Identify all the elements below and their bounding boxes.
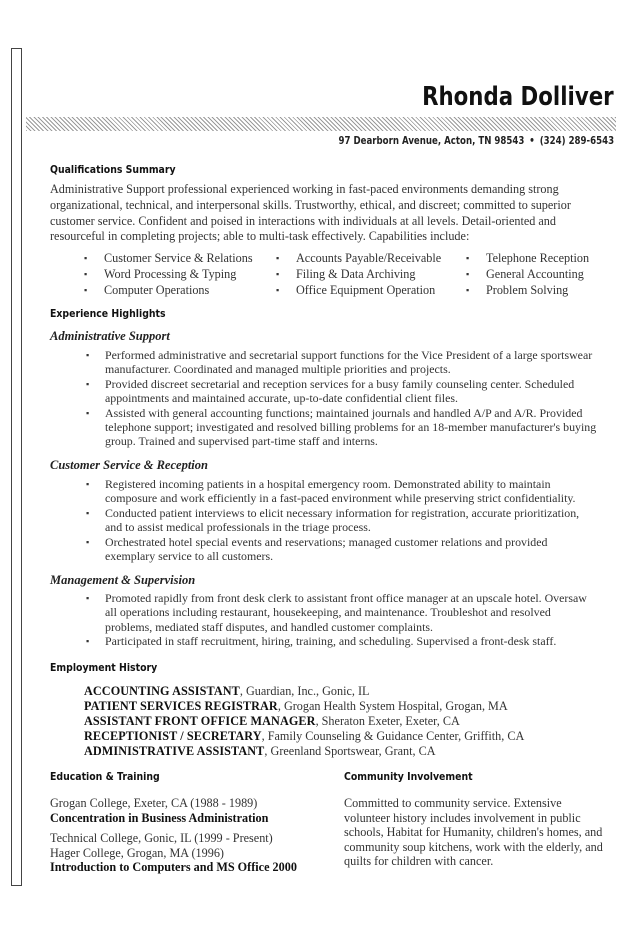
candidate-name: Rhonda Dolliver	[422, 82, 614, 112]
community-heading: Community Involvement	[344, 770, 473, 783]
education-line	[50, 860, 330, 875]
experience-bullet: ▪ Orchestrated hotel special events and reservations; managed customer relations and provided exemplary service to all customers.	[86, 535, 598, 564]
capabilities-grid	[84, 251, 604, 298]
experience-bullet: ▪ Registered incoming patients in a hospital emergency room. Demonstrated ability to maintain composure and work efficiently in a fast-paced environment while preserving strict confidentiality.	[86, 477, 598, 506]
job-title: PATIENT SERVICES REGISTRAR	[84, 698, 278, 713]
job-entry	[84, 744, 584, 759]
experience-group-title: Customer Service & Reception	[50, 458, 208, 472]
left-border-bar	[11, 48, 22, 886]
capability-item: ▪ Computer Operations	[84, 283, 276, 299]
experience-bullet: ▪ Performed administrative and secretarial support functions for the Vice President of a large sportswear manufacturer. Coordinated and managed multiple priorities and projects.	[86, 348, 598, 377]
address: 97 Dearborn Avenue, Acton, TN 98543	[338, 135, 525, 147]
experience-bullet: ▪ Promoted rapidly from front desk clerk to assistant front office manager at an upscale hotel. Oversaw all operations including restaurant, housekeeping, and maintenance. Troubleshot and resolved problems, mediated staff disputes, and handled customer complaints.	[86, 591, 598, 634]
job-entry	[84, 729, 584, 744]
experience-bullet: ▪ Participated in staff recruitment, hiring, training, and scheduling. Supervised a front-desk staff.	[86, 634, 598, 648]
education-concentration: Concentration in Business Administration	[50, 810, 269, 825]
job-detail: , Greenland Sportswear, Grant, CA	[264, 743, 436, 758]
contact-separator: •	[529, 135, 535, 147]
experience-bullet: ▪ Assisted with general accounting functions; maintained journals and handled A/P and A/R. Provided telephone support; investigated and resolved billing problems for an 18-member manufacturer's buying group. Trained and supervised part-time staff and interns.	[86, 406, 598, 449]
education-heading: Education & Training	[50, 770, 160, 783]
experience-group-title: Administrative Support	[50, 329, 170, 343]
capability-item: ▪ Problem Solving	[466, 283, 606, 299]
job-title: ASSISTANT FRONT OFFICE MANAGER	[84, 713, 316, 728]
education-line: Grogan College, Exeter, CA (1988 - 1989)	[50, 796, 258, 810]
job-detail: , Family Counseling & Guidance Center, Griffith, CA	[261, 728, 525, 743]
community-paragraph: Committed to community service. Extensive volunteer history includes involvement in public schools, Habitat for Humanity, children's homes, and community soup kitchens, work with the elderly, and quilts for children with cancer.	[344, 796, 603, 869]
experience-group-title: Management & Supervision	[50, 573, 196, 587]
job-detail: , Sheraton Exeter, Exeter, CA	[315, 713, 460, 728]
qualifications-paragraph: Administrative Support professional experienced working in fast-paced environments demanding strong organizational, technical, and interpersonal skills. Trustworthy, ethical, and discreet; committed to superior customer service. Confident and poised in interactions with individuals at all levels. Detail-oriented and resourceful in completing projects; able to multi-task effectively. Capabilities include:	[50, 182, 571, 244]
experience-bullets	[86, 348, 598, 449]
job-title: RECEPTIONIST / SECRETARY	[84, 728, 262, 743]
experience-bullet: ▪ Provided discreet secretarial and reception services for a busy family counseling center. Scheduled appointments and maintained accurate, up-to-date confidential client files.	[86, 377, 598, 406]
education-line: Hager College, Grogan, MA (1996)	[50, 845, 224, 860]
job-title: ACCOUNTING ASSISTANT	[84, 684, 240, 698]
experience-heading: Experience Highlights	[50, 307, 166, 320]
header-hatch-rule	[26, 117, 616, 131]
capability-item: ▪ General Accounting	[466, 267, 606, 283]
job-entry	[84, 699, 584, 714]
employment-heading: Employment History	[50, 661, 158, 674]
capability-item: ▪ Customer Service & Relations	[84, 251, 276, 267]
job-title: ADMINISTRATIVE ASSISTANT	[84, 743, 265, 758]
job-entry	[84, 684, 584, 699]
experience-bullets	[86, 477, 598, 563]
experience-bullets	[86, 591, 598, 649]
capability-item: ▪ Word Processing & Typing	[84, 267, 276, 283]
employment-list	[84, 684, 584, 759]
qualifications-heading: Qualifications Summary	[50, 163, 176, 176]
phone: (324) 289-6543	[539, 135, 614, 147]
education-line	[50, 811, 330, 826]
job-entry	[84, 714, 584, 729]
education-block	[50, 796, 330, 875]
capability-item: ▪ Telephone Reception	[466, 251, 606, 267]
job-detail: , Guardian, Inc., Gonic, IL	[239, 684, 370, 698]
contact-line	[338, 135, 614, 147]
experience-bullet: ▪ Conducted patient interviews to elicit necessary information for registration, accurate prioritization, and to assist medical professionals in the triage process.	[86, 506, 598, 535]
capability-item: ▪ Filing & Data Archiving	[276, 267, 466, 283]
job-detail: , Grogan Health System Hospital, Grogan, MA	[277, 698, 508, 713]
capability-item: ▪ Accounts Payable/Receivable	[276, 251, 466, 267]
capability-item: ▪ Office Equipment Operation	[276, 283, 466, 299]
education-line: Technical College, Gonic, IL (1999 - Present)	[50, 831, 273, 846]
education-course: Introduction to Computers and MS Office 2000	[50, 860, 297, 875]
